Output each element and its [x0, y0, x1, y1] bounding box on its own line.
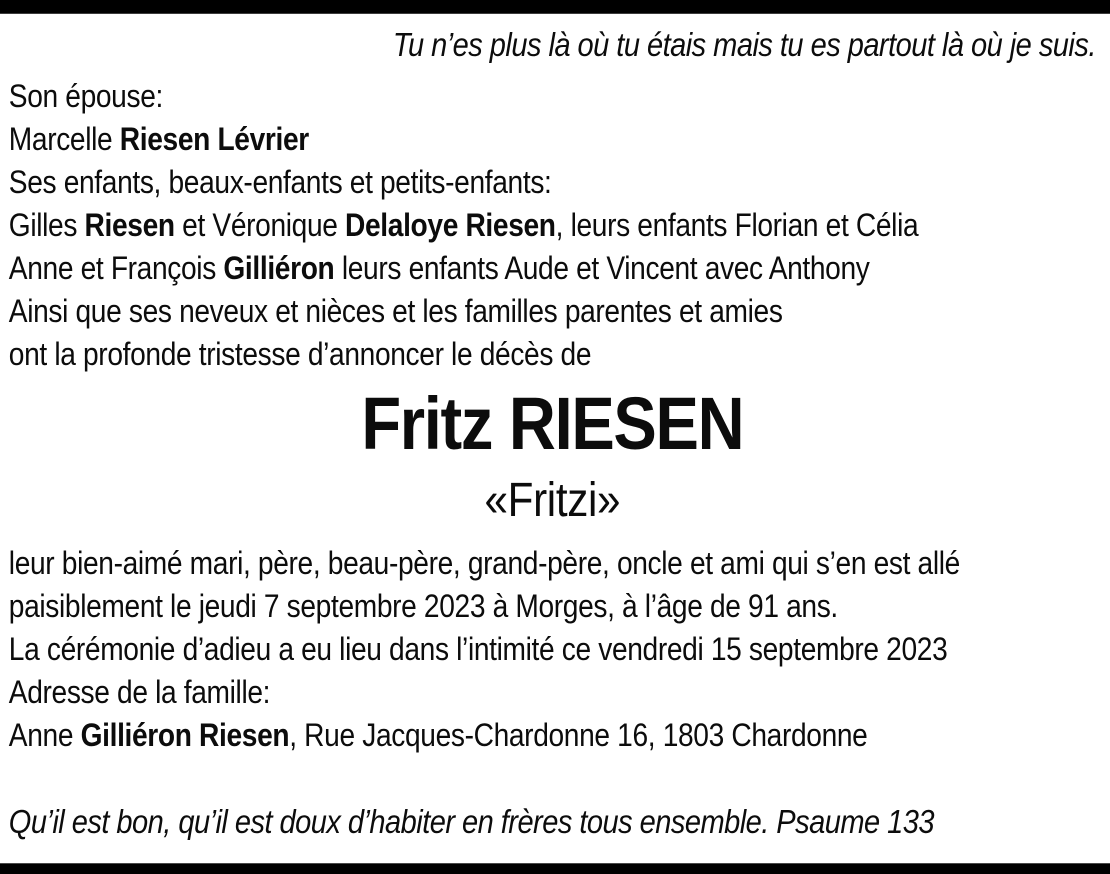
closing-quote: Qu’il est bon, qu’il est doux d’habiter en frères tous ensemble. Psaume 133	[8, 803, 935, 840]
top-border-bar	[0, 0, 1110, 14]
children-line-2-bold1: Gilliéron	[223, 250, 335, 286]
address-contact-family-name: Gilliéron Riesen	[80, 717, 290, 753]
address-contact-first-name: Anne	[8, 717, 81, 753]
children-line-1-seg1: Gilles	[8, 207, 85, 243]
relatives-line: Ainsi que ses neveux et nièces et les familles parentes et amies	[8, 293, 783, 329]
obituary-sheet	[0, 15, 1110, 843]
spouse-label: Son épouse:	[8, 78, 163, 114]
address-label: Adresse de la famille:	[8, 674, 271, 710]
children-label: Ses enfants, beaux-enfants et petits-enfants:	[8, 164, 552, 200]
spouse-family-name: Riesen Lévrier	[119, 121, 309, 157]
tribute-line-1: leur bien-aimé mari, père, beau-père, grand-père, oncle et ami qui s’en est allé	[8, 545, 960, 581]
children-line-1-bold1: Riesen	[84, 207, 175, 243]
children-line-1-seg2: et Véronique	[174, 207, 346, 243]
children-line-1-seg3: , leurs enfants Florian et Célia	[555, 207, 919, 243]
deceased-nickname: «Fritzi»	[484, 474, 621, 527]
deceased-name: Fritz RIESEN	[361, 382, 744, 465]
children-line-2-seg1: Anne et François	[8, 250, 224, 286]
spouse-name-line	[9, 118, 1096, 161]
children-line-2	[9, 247, 1096, 290]
opening-quote: Tu n’es plus là où tu étais mais tu es partout là où je suis.	[392, 26, 1096, 63]
announcement-line: ont la profonde tristesse d’annoncer le décès de	[8, 336, 592, 372]
children-line-1-bold2: Delaloye Riesen	[345, 207, 556, 243]
bottom-border-bar	[0, 863, 1110, 874]
tribute-line-2: paisiblement le jeudi 7 septembre 2023 à Morges, à l’âge de 91 ans.	[8, 588, 838, 624]
ceremony-line: La cérémonie d’adieu a eu lieu dans l’intimité ce vendredi 15 septembre 2023	[8, 631, 948, 667]
address-line	[9, 714, 1096, 757]
address-street: , Rue Jacques-Chardonne 16, 1803 Chardonne	[289, 717, 868, 753]
children-line-2-seg2: leurs enfants Aude et Vincent avec Anthony	[334, 250, 870, 286]
spouse-first-name: Marcelle	[8, 121, 120, 157]
children-line-1	[9, 204, 1096, 247]
